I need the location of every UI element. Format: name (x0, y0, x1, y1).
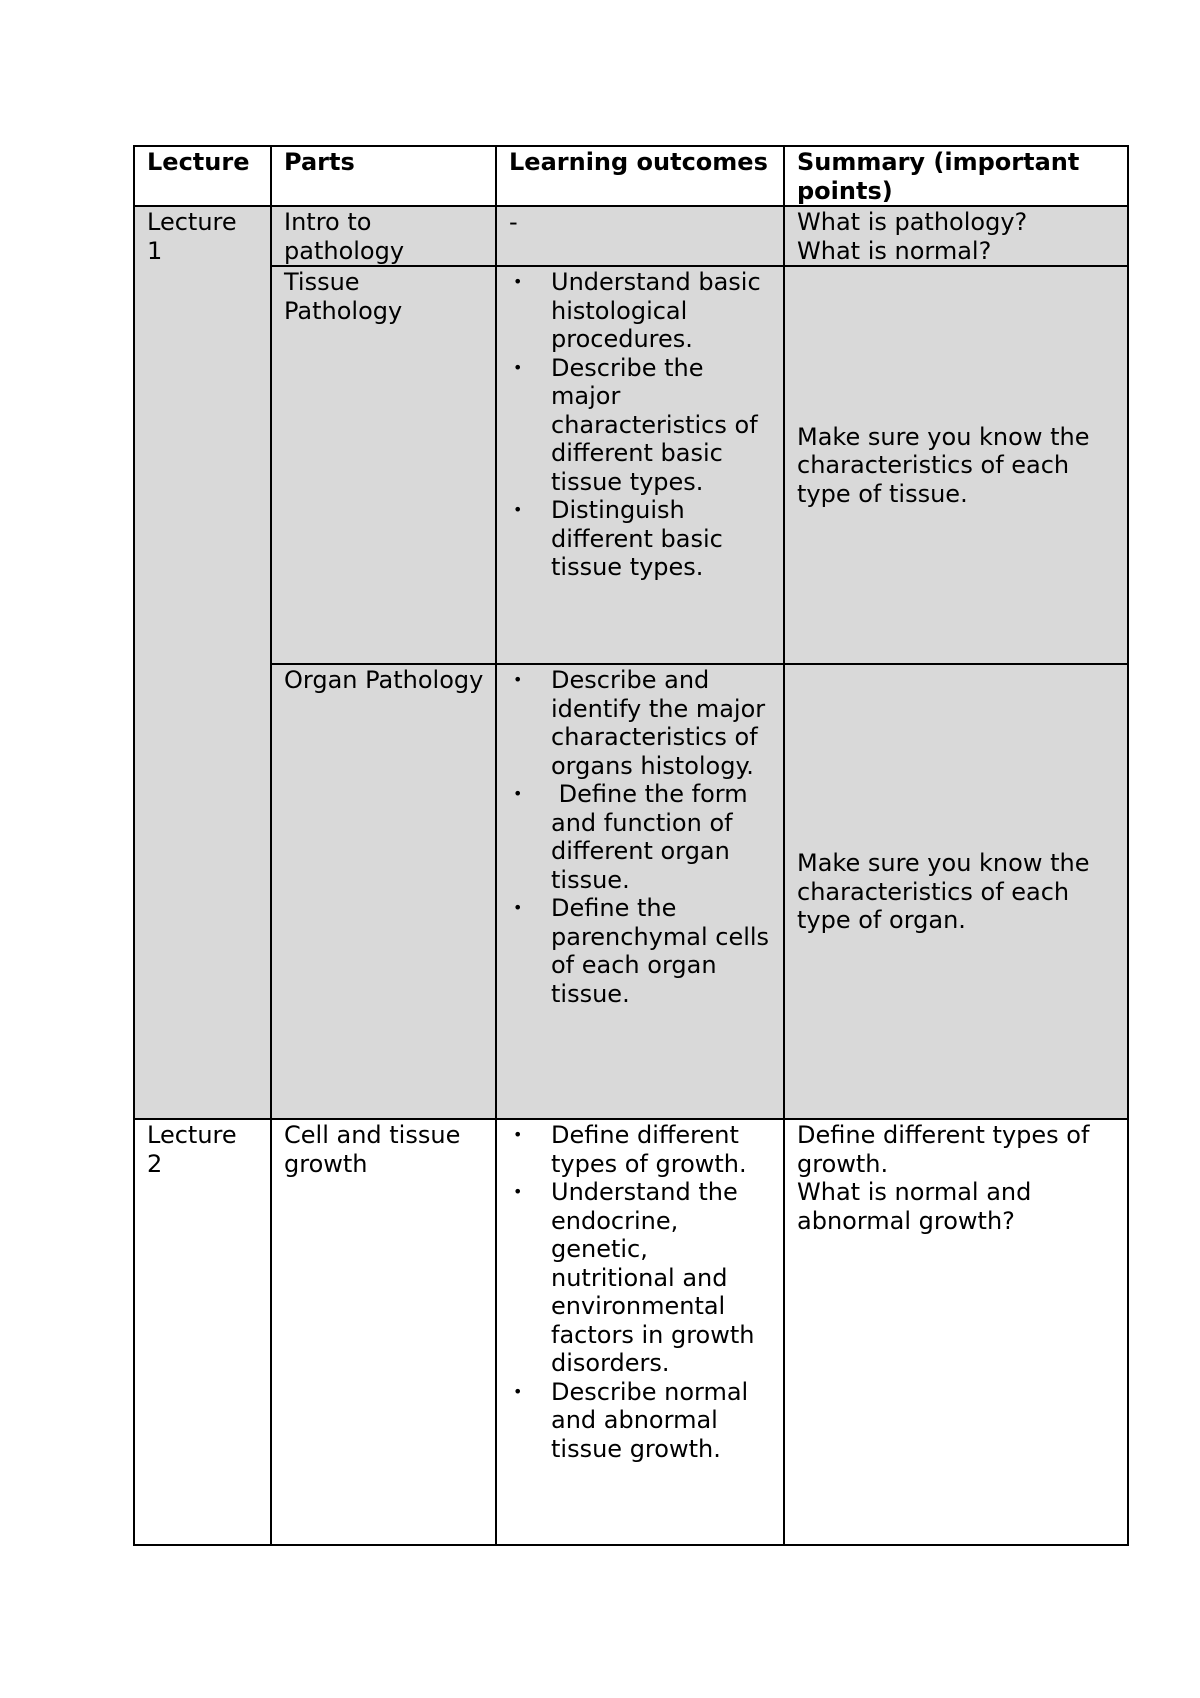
part-cell: Organ Pathology (271, 664, 496, 1119)
outcomes-list (509, 1121, 772, 1463)
outcomes-cell (496, 266, 784, 664)
summary-cell: Make sure you know the characteristics of each type of organ. (784, 664, 1128, 1119)
summary-line: What is normal and abnormal growth? (797, 1178, 1032, 1235)
header-row (134, 146, 1128, 206)
summary-line: What is normal? (797, 236, 992, 265)
summary-line: Define different types of growth. (797, 1121, 1090, 1178)
list-item: • Understand basic histological procedures. (551, 268, 772, 354)
list-item: • Describe normal and abnormal tissue growth. (551, 1378, 772, 1464)
list-item: • Define different types of growth. (551, 1121, 772, 1178)
list-item: • Describe the major characteristics of different basic tissue types. (551, 354, 772, 497)
summary-cell (784, 1119, 1128, 1545)
lecture-outline-table (133, 145, 1129, 1546)
header-lecture: Lecture (134, 146, 271, 206)
outcomes-list (509, 268, 772, 582)
part-cell: Cell and tissue growth (271, 1119, 496, 1545)
header-learning-outcomes: Learning outcomes (496, 146, 784, 206)
outcomes-list (509, 666, 772, 1008)
summary-line: What is pathology? (797, 208, 1028, 236)
table-row (134, 1119, 1128, 1545)
part-cell: Intro to pathology (271, 206, 496, 266)
outcomes-cell (496, 664, 784, 1119)
list-item: • Define the parenchymal cells of each organ tissue. (551, 894, 772, 1008)
outcomes-cell (496, 1119, 784, 1545)
lecture-2-label: Lecture 2 (134, 1119, 271, 1545)
summary-cell: Make sure you know the characteristics of each type of tissue. (784, 266, 1128, 664)
table-row (134, 206, 1128, 266)
list-item: • Describe and identify the major characteristics of organs histology. (551, 666, 772, 780)
table-row (134, 664, 1128, 1119)
lecture-1-label: Lecture 1 (134, 206, 271, 1119)
list-item: • Understand the endocrine, genetic, nutritional and environmental factors in growth disorders. (551, 1178, 772, 1378)
list-item: • Define the form and function of different organ tissue. (551, 780, 772, 894)
list-item: • Distinguish different basic tissue types. (551, 496, 772, 582)
header-parts: Parts (271, 146, 496, 206)
part-cell: Tissue Pathology (271, 266, 496, 664)
outcomes-cell: - (496, 206, 784, 266)
summary-cell (784, 206, 1128, 266)
header-summary: Summary (important points) (784, 146, 1128, 206)
table-row (134, 266, 1128, 664)
